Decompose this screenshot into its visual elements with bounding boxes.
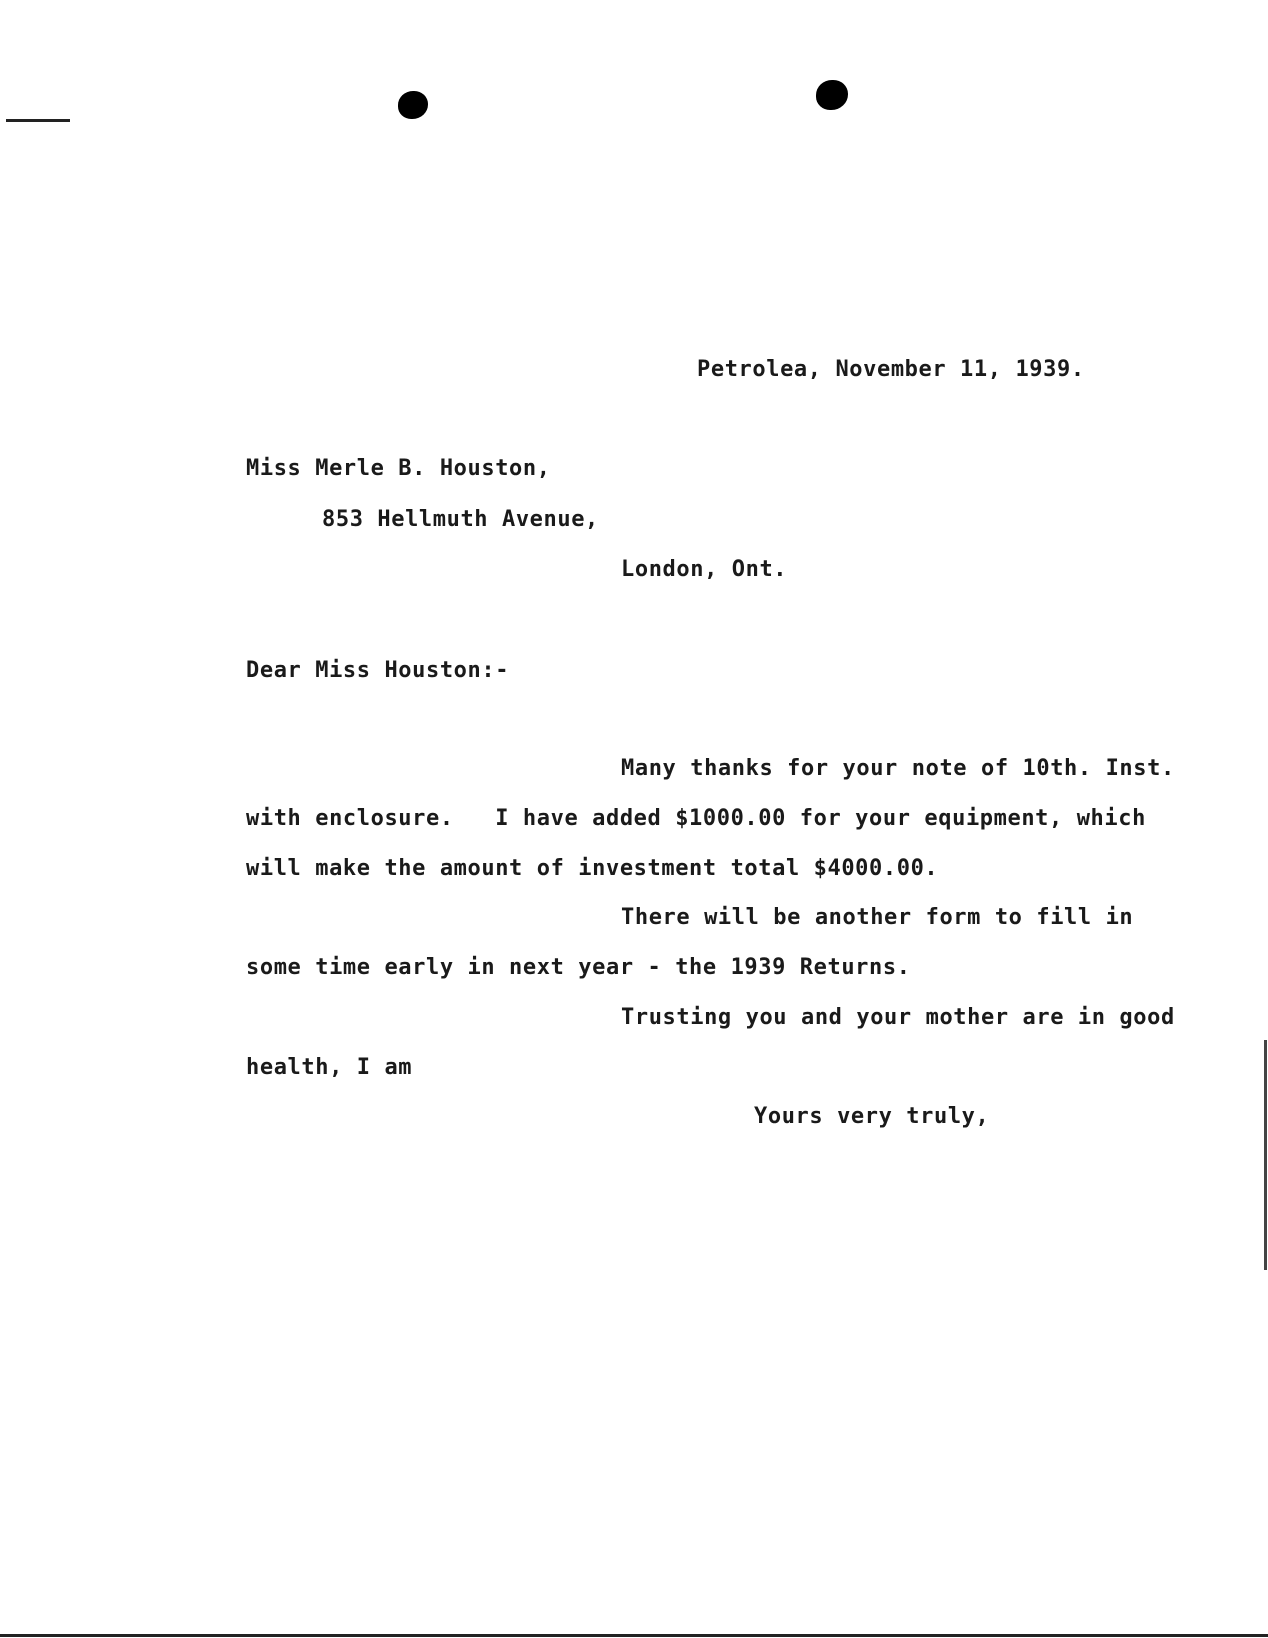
body-line: some time early in next year - the 1939 Returns. — [246, 955, 911, 980]
scan-edge-mark-bottom — [0, 1634, 1268, 1637]
body-line: health, I am — [246, 1055, 413, 1080]
scan-edge-mark — [6, 119, 70, 122]
recipient-city: London, Ont. — [621, 557, 788, 582]
punch-hole-left — [398, 91, 428, 119]
scan-edge-mark-right — [1264, 1040, 1267, 1270]
body-line: There will be another form to fill in — [621, 905, 1134, 930]
body-line: Trusting you and your mother are in good — [621, 1005, 1175, 1030]
body-line: will make the amount of investment total $4000.00. — [246, 856, 939, 881]
salutation: Dear Miss Houston:- — [246, 658, 510, 683]
punch-hole-right — [816, 80, 848, 110]
recipient-street: 853 Hellmuth Avenue, — [322, 507, 599, 532]
body-line: Many thanks for your note of 10th. Inst. — [621, 756, 1175, 781]
body-line: with enclosure. I have added $1000.00 for your equipment, which — [246, 806, 1146, 831]
dateline: Petrolea, November 11, 1939. — [697, 357, 1085, 382]
recipient-name: Miss Merle B. Houston, — [246, 456, 551, 481]
closing: Yours very truly, — [754, 1104, 990, 1129]
